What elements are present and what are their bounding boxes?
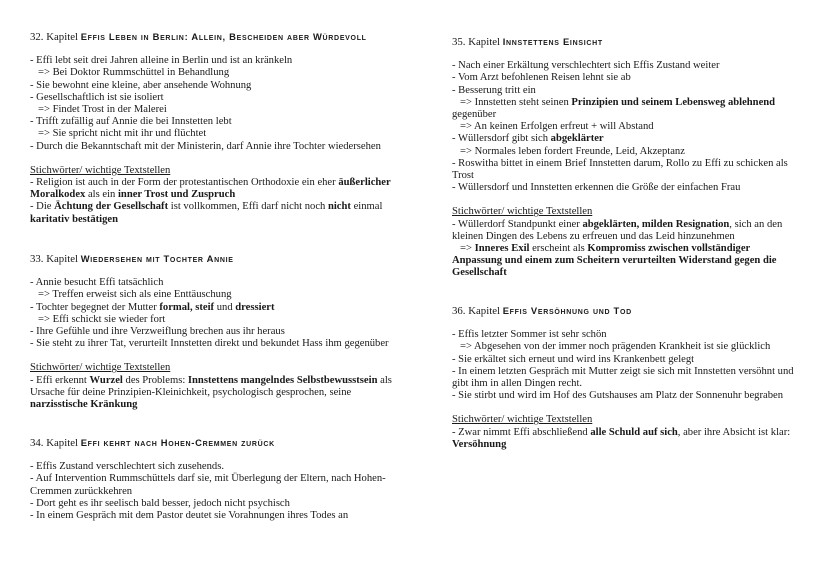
bullet-line: - Nach einer Erkältung verschlechtert sich Effis Zustand weiter: [452, 60, 720, 72]
bullet-line: gibt ihm in allen Dingen recht.: [452, 378, 583, 390]
keyword-line: Moralkodex als ein inner Trost und Zuspruch: [30, 189, 236, 201]
chapter-number: 35.: [452, 36, 466, 48]
keyword-line: kleinen Dingen des Lebens zu erfreuen und das Leid hinzunehmen: [452, 230, 735, 242]
keywords-heading: Stichwörter/ wichtige Textstellen: [30, 362, 171, 374]
bullet-line: - In einem Gespräch mit dem Pastor deutet sie Vorahnungen ihres Todes an: [30, 510, 349, 522]
keyword-line: - Wüllerdorf Standpunkt einer abgeklärten, milden Resignation, sich an den: [452, 218, 783, 230]
chapter-number: 34.: [30, 437, 44, 449]
bullet-line: - Tochter begegnet der Mutter formal, steif und dressiert: [30, 301, 275, 313]
bullet-line: - Dort geht es ihr seelisch bald besser, jedoch nicht psychisch: [30, 497, 290, 509]
chapter-title: Innstettens Einsicht: [502, 36, 603, 47]
keyword-line: Anpassung und einem zum Scheitern verurteilten Widerstand gegen die: [452, 255, 777, 267]
chapter-title: Effi kehrt nach Hohen-Cremmen zurück: [80, 437, 275, 448]
chapter-kapitel: Kapitel: [46, 31, 78, 43]
bullet-line: - Sie bewohnt eine kleine, aber ansehende Wohnung: [30, 79, 252, 91]
keywords-heading: Stichwörter/ wichtige Textstellen: [452, 206, 593, 218]
bullet-line: - Sie stirbt und wird im Hof des Gutshauses am Platz der Sonnenuhr begraben: [452, 390, 783, 402]
chapter-34: [30, 437, 415, 522]
bullet-line: - Vom Arzt befohlenen Reisen lehnt sie ab: [452, 72, 631, 84]
bullet-line: - In einem letzten Gespräch mit Mutter zeigt sie sich mit Innstetten versöhnt und: [452, 365, 794, 377]
bullet-line: - Besserung tritt ein: [452, 84, 536, 96]
bullet-line: - Sie steht zu ihrer Tat, verurteilt Innstetten direkt und bekundet Hass ihm gegenüber: [30, 338, 389, 350]
chapter-number: 33.: [30, 253, 44, 265]
bullet-line: - Annie besucht Effi tatsächlich: [30, 277, 164, 289]
bullet-line: => Bei Doktor Rummschüttel in Behandlung: [38, 67, 230, 79]
bullet-line: - Ihre Gefühle und ihre Verzweiflung brechen aus ihr heraus: [30, 326, 285, 338]
bullet-line: => Findet Trost in der Malerei: [38, 104, 167, 116]
bullet-list: [452, 329, 800, 402]
bullet-line: Trost: [452, 170, 474, 182]
chapter-kapitel: Kapitel: [468, 36, 500, 48]
chapter-heading: [30, 31, 415, 43]
keyword-line: narzisstische Kränkung: [30, 399, 138, 411]
chapter-kapitel: Kapitel: [468, 305, 500, 317]
keyword-list: [452, 219, 800, 280]
keyword-list: [30, 177, 415, 226]
bullet-line: => Effi schickt sie wieder fort: [38, 313, 166, 325]
chapter-title: Effis Versöhnung und Tod: [502, 305, 632, 316]
keyword-line: - Zwar nimmt Effi abschließend alle Schuld auf sich, aber ihre Absicht ist klar:: [452, 426, 791, 438]
keyword-line: - Effi erkennt Wurzel des Problems: Innstettens mangelndes Selbstbewusstsein als: [30, 374, 392, 386]
chapter-heading: [452, 36, 800, 48]
chapter-heading: [452, 305, 800, 317]
chapter-number: 32.: [30, 31, 44, 43]
bullet-line: => Normales leben fordert Freunde, Leid, Akzeptanz: [460, 145, 685, 157]
keyword-line: Versöhnung: [452, 438, 507, 450]
bullet-line: => Abgesehen von der immer noch prägenden Krankheit ist sie glücklich: [460, 341, 771, 353]
bullet-line: - Effis Zustand verschlechtert sich zusehends.: [30, 461, 224, 473]
keyword-list: [452, 427, 800, 451]
chapter-heading: [30, 437, 415, 449]
bullet-line: => Innstetten steht seinen Prinzipien und seinem Lebensweg ablehnend: [460, 96, 776, 108]
bullet-line: - Roswitha bittet in einem Brief Innstetten darum, Rollo zu Effi zu schicken als: [452, 157, 788, 169]
bullet-line: - Effis letzter Sommer ist sehr schön: [452, 329, 607, 341]
keyword-line: - Die Ächtung der Gesellschaft ist vollkommen, Effi darf nicht noch nicht einmal: [30, 201, 383, 213]
bullet-line: Cremmen zurückkehren: [30, 485, 133, 497]
chapter-heading: [30, 253, 415, 265]
keyword-list: [30, 375, 415, 412]
bullet-line: - Wüllersdorf und Innstetten erkennen die Größe der einfachen Frau: [452, 182, 741, 194]
bullet-line: - Auf Intervention Rummschüttels darf sie, mit Überlegung der Eltern, nach Hohen-: [30, 473, 386, 485]
bullet-line: - Wüllersdorf gibt sich abgeklärter: [452, 133, 604, 145]
bullet-line: - Effi lebt seit drei Jahren alleine in Berlin und ist an kränkeln: [30, 55, 293, 67]
chapter-36: [452, 305, 800, 451]
bullet-line: gegenüber: [452, 109, 497, 121]
bullet-list: [30, 55, 415, 153]
chapter-number: 36.: [452, 305, 466, 317]
bullet-line: - Durch die Bekanntschaft mit der Ministerin, darf Annie ihre Tochter wiedersehen: [30, 140, 381, 152]
bullet-line: - Sie erkältet sich erneut und wird ins Krankenbett gelegt: [452, 353, 695, 365]
keyword-line: => Inneres Exil erscheint als Kompromiss zwischen vollständiger: [460, 243, 751, 255]
keyword-line: Ursache für deine Prinzipien-Kleinichkeit, psychologisch gesprochen, seine: [30, 386, 352, 398]
chapter-title: Wiedersehen mit Tochter Annie: [80, 253, 234, 264]
bullet-line: - Gesellschaftlich ist sie isoliert: [30, 91, 164, 103]
bullet-list: [30, 277, 415, 350]
chapter-kapitel: Kapitel: [46, 437, 78, 449]
keyword-line: karitativ bestätigen: [30, 213, 118, 225]
keywords-heading: Stichwörter/ wichtige Textstellen: [452, 414, 593, 426]
chapter-32: [30, 31, 415, 226]
chapter-title: Effis Leben in Berlin: Allein, Bescheiden aber Würdevoll: [80, 31, 367, 42]
bullet-list: [452, 60, 800, 194]
keywords-heading: Stichwörter/ wichtige Textstellen: [30, 164, 171, 176]
bullet-line: => Treffen erweist sich als eine Enttäuschung: [38, 289, 232, 301]
bullet-line: => Sie spricht nicht mit ihr und flüchtet: [38, 128, 207, 140]
bullet-line: => An keinen Erfolgen erfreut + will Abstand: [460, 121, 654, 133]
chapter-kapitel: Kapitel: [46, 253, 78, 265]
keyword-line: - Religion ist auch in der Form der protestantischen Orthodoxie ein eher äußerlicher: [30, 177, 391, 189]
keyword-line: Gesellschaft: [452, 267, 507, 279]
bullet-list: [30, 461, 415, 522]
bullet-line: - Trifft zufällig auf Annie die bei Innstetten lebt: [30, 116, 232, 128]
chapter-35: [452, 36, 800, 280]
chapter-33: [30, 253, 415, 411]
